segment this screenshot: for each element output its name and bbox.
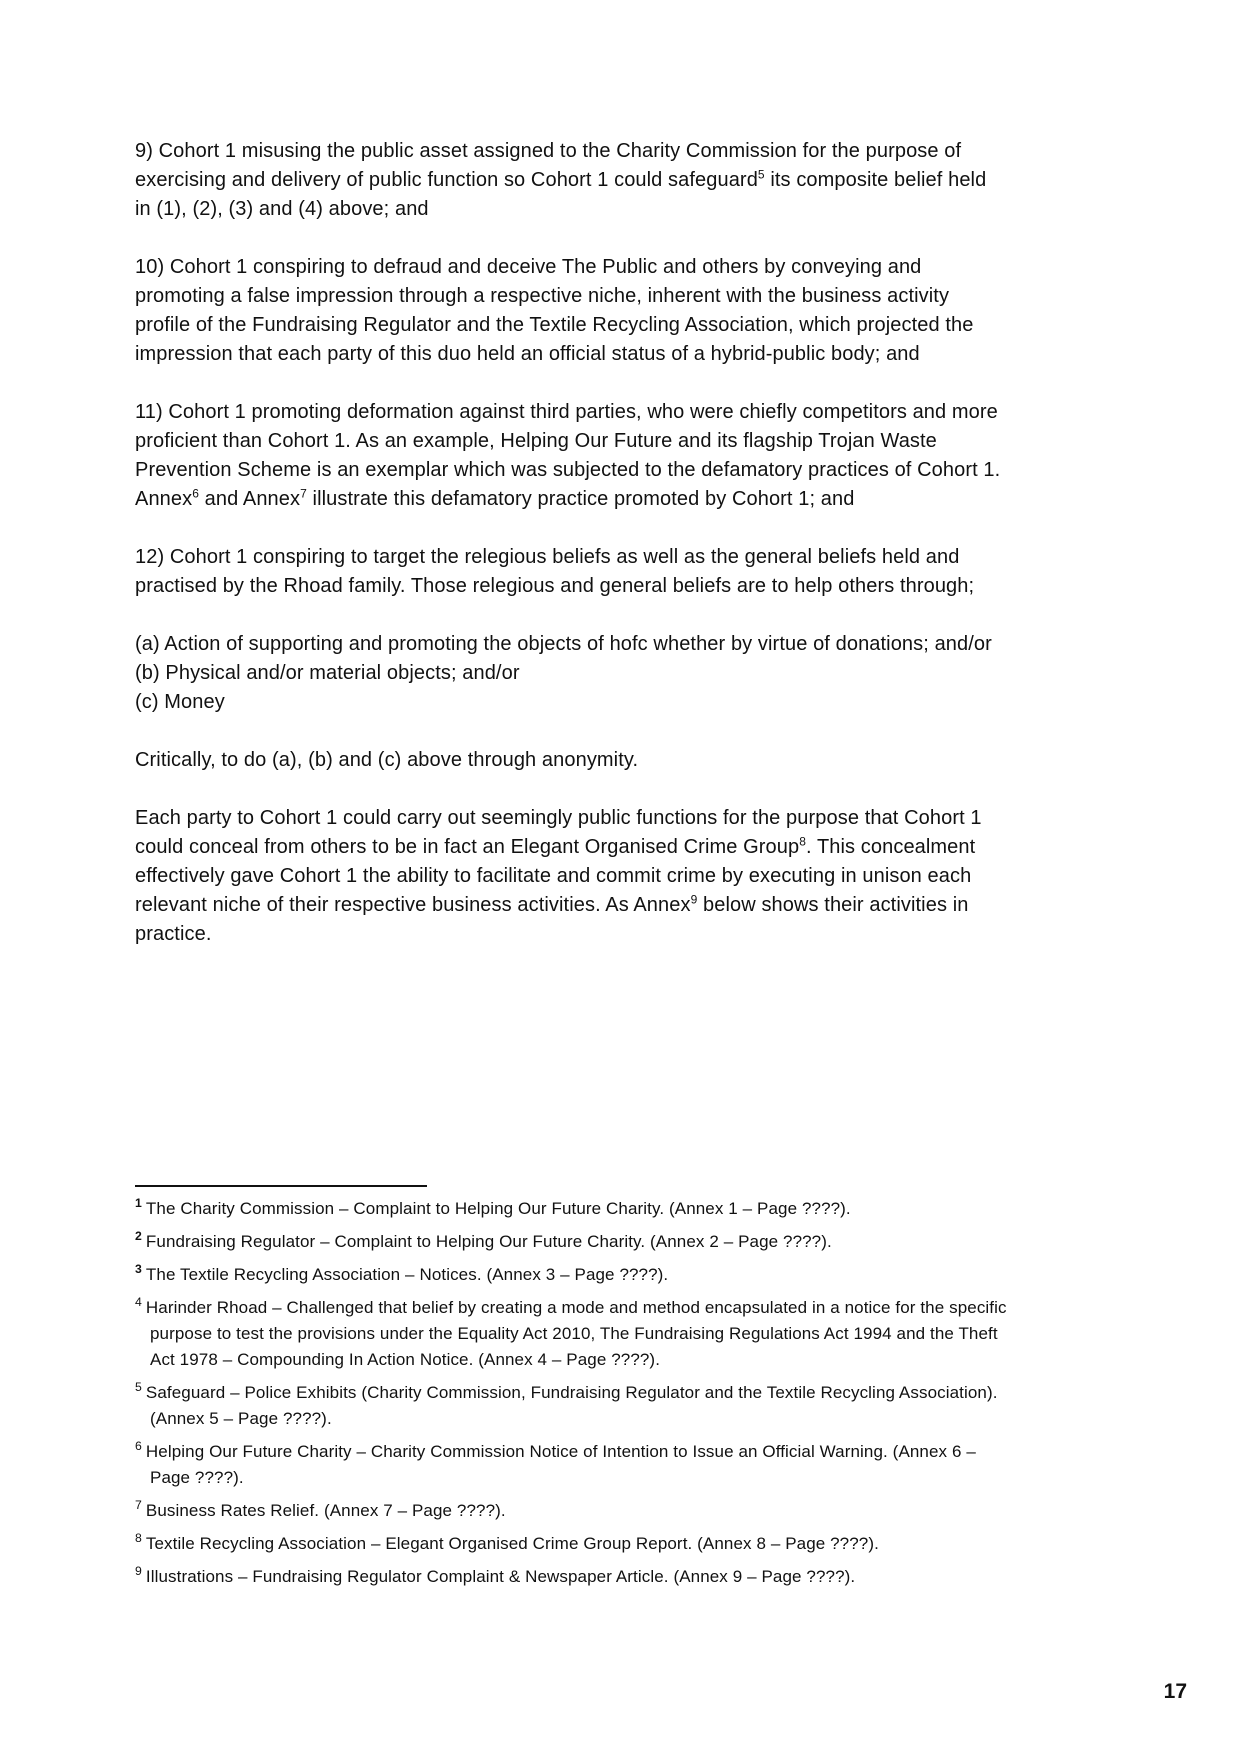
paragraph-10: [135, 253, 1007, 369]
footnote-marker: 7: [135, 1498, 142, 1513]
text-run: Critically, to do (a), (b) and (c) above through anonymity.: [135, 749, 639, 771]
footnote-ref: 6: [192, 486, 199, 501]
footnote-text: Textile Recycling Association – Elegant Organised Crime Group Report. (Annex 8 – Page ????).: [145, 1534, 879, 1553]
list-item-a: (a) Action of supporting and promoting the objects of hofc whether by virtue of donations; and/or: [135, 633, 992, 655]
paragraph-critically: [135, 746, 1007, 775]
footnote-marker: 3: [135, 1262, 142, 1277]
footnote-ref: 8: [799, 834, 806, 849]
footnote-text: The Textile Recycling Association – Notices. (Annex 3 – Page ????).: [145, 1265, 669, 1284]
footnote-marker: 6: [135, 1439, 142, 1454]
footnote-marker: 8: [135, 1531, 142, 1546]
text-run: below shows their activities in practice.: [135, 894, 969, 945]
text-run: Each party to Cohort 1 could carry out seemingly public functions for the purpose that Cohort 1 could conceal from others to be in fact an Elegant Organised Crime Group: [135, 807, 982, 858]
footnote-text: The Charity Commission – Complaint to Helping Our Future Charity. (Annex 1 – Page ????).: [145, 1199, 851, 1218]
list-item-c: (c) Money: [135, 691, 225, 713]
footnote-text: Safeguard – Police Exhibits (Charity Commission, Fundraising Regulator and the Textile Recycling Association). (Annex 5 – Page ????).: [145, 1383, 998, 1428]
footnote-text: Helping Our Future Charity – Charity Commission Notice of Intention to Issue an Official Warning. (Annex 6 – Page ????).: [145, 1442, 976, 1487]
page-number: 17: [1163, 1680, 1187, 1703]
text-run: its composite belief held in (1), (2), (3) and (4) above; and: [135, 169, 987, 220]
paragraph-closing: [135, 804, 1007, 949]
footnote-7: [135, 1498, 1007, 1524]
footnote-marker: 2: [135, 1229, 142, 1244]
text-run: 11) Cohort 1 promoting deformation against third parties, who were chiefly competitors and more proficient than Cohort 1. As an example, Helping Our Future and its flagship Trojan Waste Prevention Scheme is an exemplar which was subjected to the defamatory practices of Cohort 1. Annex: [135, 401, 1001, 510]
footnote-1: [135, 1196, 1007, 1222]
footnote-3: [135, 1262, 1007, 1288]
list-abc: [135, 630, 1007, 717]
footnote-marker: 5: [135, 1380, 142, 1395]
footnote-5: [135, 1380, 1007, 1432]
text-run: 10) Cohort 1 conspiring to defraud and deceive The Public and others by conveying and promoting a false impression through a respective niche, inherent with the business activity profile of the Fundraising Regulator and the Textile Recycling Association, which projected the impression that each party of this duo held an official status of a hybrid-public body; and: [135, 256, 974, 365]
paragraph-9: [135, 137, 1007, 224]
footnote-6: [135, 1439, 1007, 1491]
footnote-text: Illustrations – Fundraising Regulator Complaint & Newspaper Article. (Annex 9 – Page ????).: [145, 1567, 856, 1586]
footnote-9: [135, 1564, 1007, 1590]
text-run: 9) Cohort 1 misusing the public asset assigned to the Charity Commission for the purpose of exercising and delivery of public function so Cohort 1 could safeguard: [135, 140, 962, 191]
footnote-separator: [135, 1185, 427, 1187]
document-body: [135, 137, 1007, 978]
footnote-2: [135, 1229, 1007, 1255]
footnote-ref: 7: [300, 486, 307, 501]
footnote-ref: 5: [757, 167, 765, 182]
list-item-b: (b) Physical and/or material objects; and/or: [135, 662, 520, 684]
footnote-marker: 1: [135, 1196, 142, 1211]
footnote-text: Business Rates Relief. (Annex 7 – Page ????).: [145, 1501, 506, 1520]
paragraph-12: [135, 543, 1007, 601]
footnotes-section: [135, 1185, 1007, 1597]
text-run: 12) Cohort 1 conspiring to target the relegious beliefs as well as the general beliefs held and practised by the Rhoad family. Those relegious and general beliefs are to help others through;: [135, 546, 975, 597]
footnote-8: [135, 1531, 1007, 1557]
text-run: illustrate this defamatory practice promoted by Cohort 1; and: [306, 488, 855, 510]
footnote-ref: 9: [690, 892, 698, 907]
footnote-4: [135, 1295, 1007, 1373]
footnote-text: Harinder Rhoad – Challenged that belief by creating a mode and method encapsulated in a notice for the specific purpose to test the provisions under the Equality Act 2010, The Fundraising Regulations Act 1994 and the Theft Act 1978 – Compounding In Action Notice. (Annex 4 – Page ????).: [145, 1298, 1007, 1369]
footnote-marker: 4: [135, 1295, 142, 1310]
footnote-text: Fundraising Regulator – Complaint to Helping Our Future Charity. (Annex 2 – Page ????).: [145, 1232, 832, 1251]
text-run: and Annex: [199, 488, 301, 510]
text-run: . This concealment effectively gave Cohort 1 the ability to facilitate and commit crime by executing in unison each relevant niche of their respective business activities. As Annex: [135, 836, 976, 916]
paragraph-11: [135, 398, 1007, 514]
footnote-marker: 9: [135, 1564, 142, 1579]
